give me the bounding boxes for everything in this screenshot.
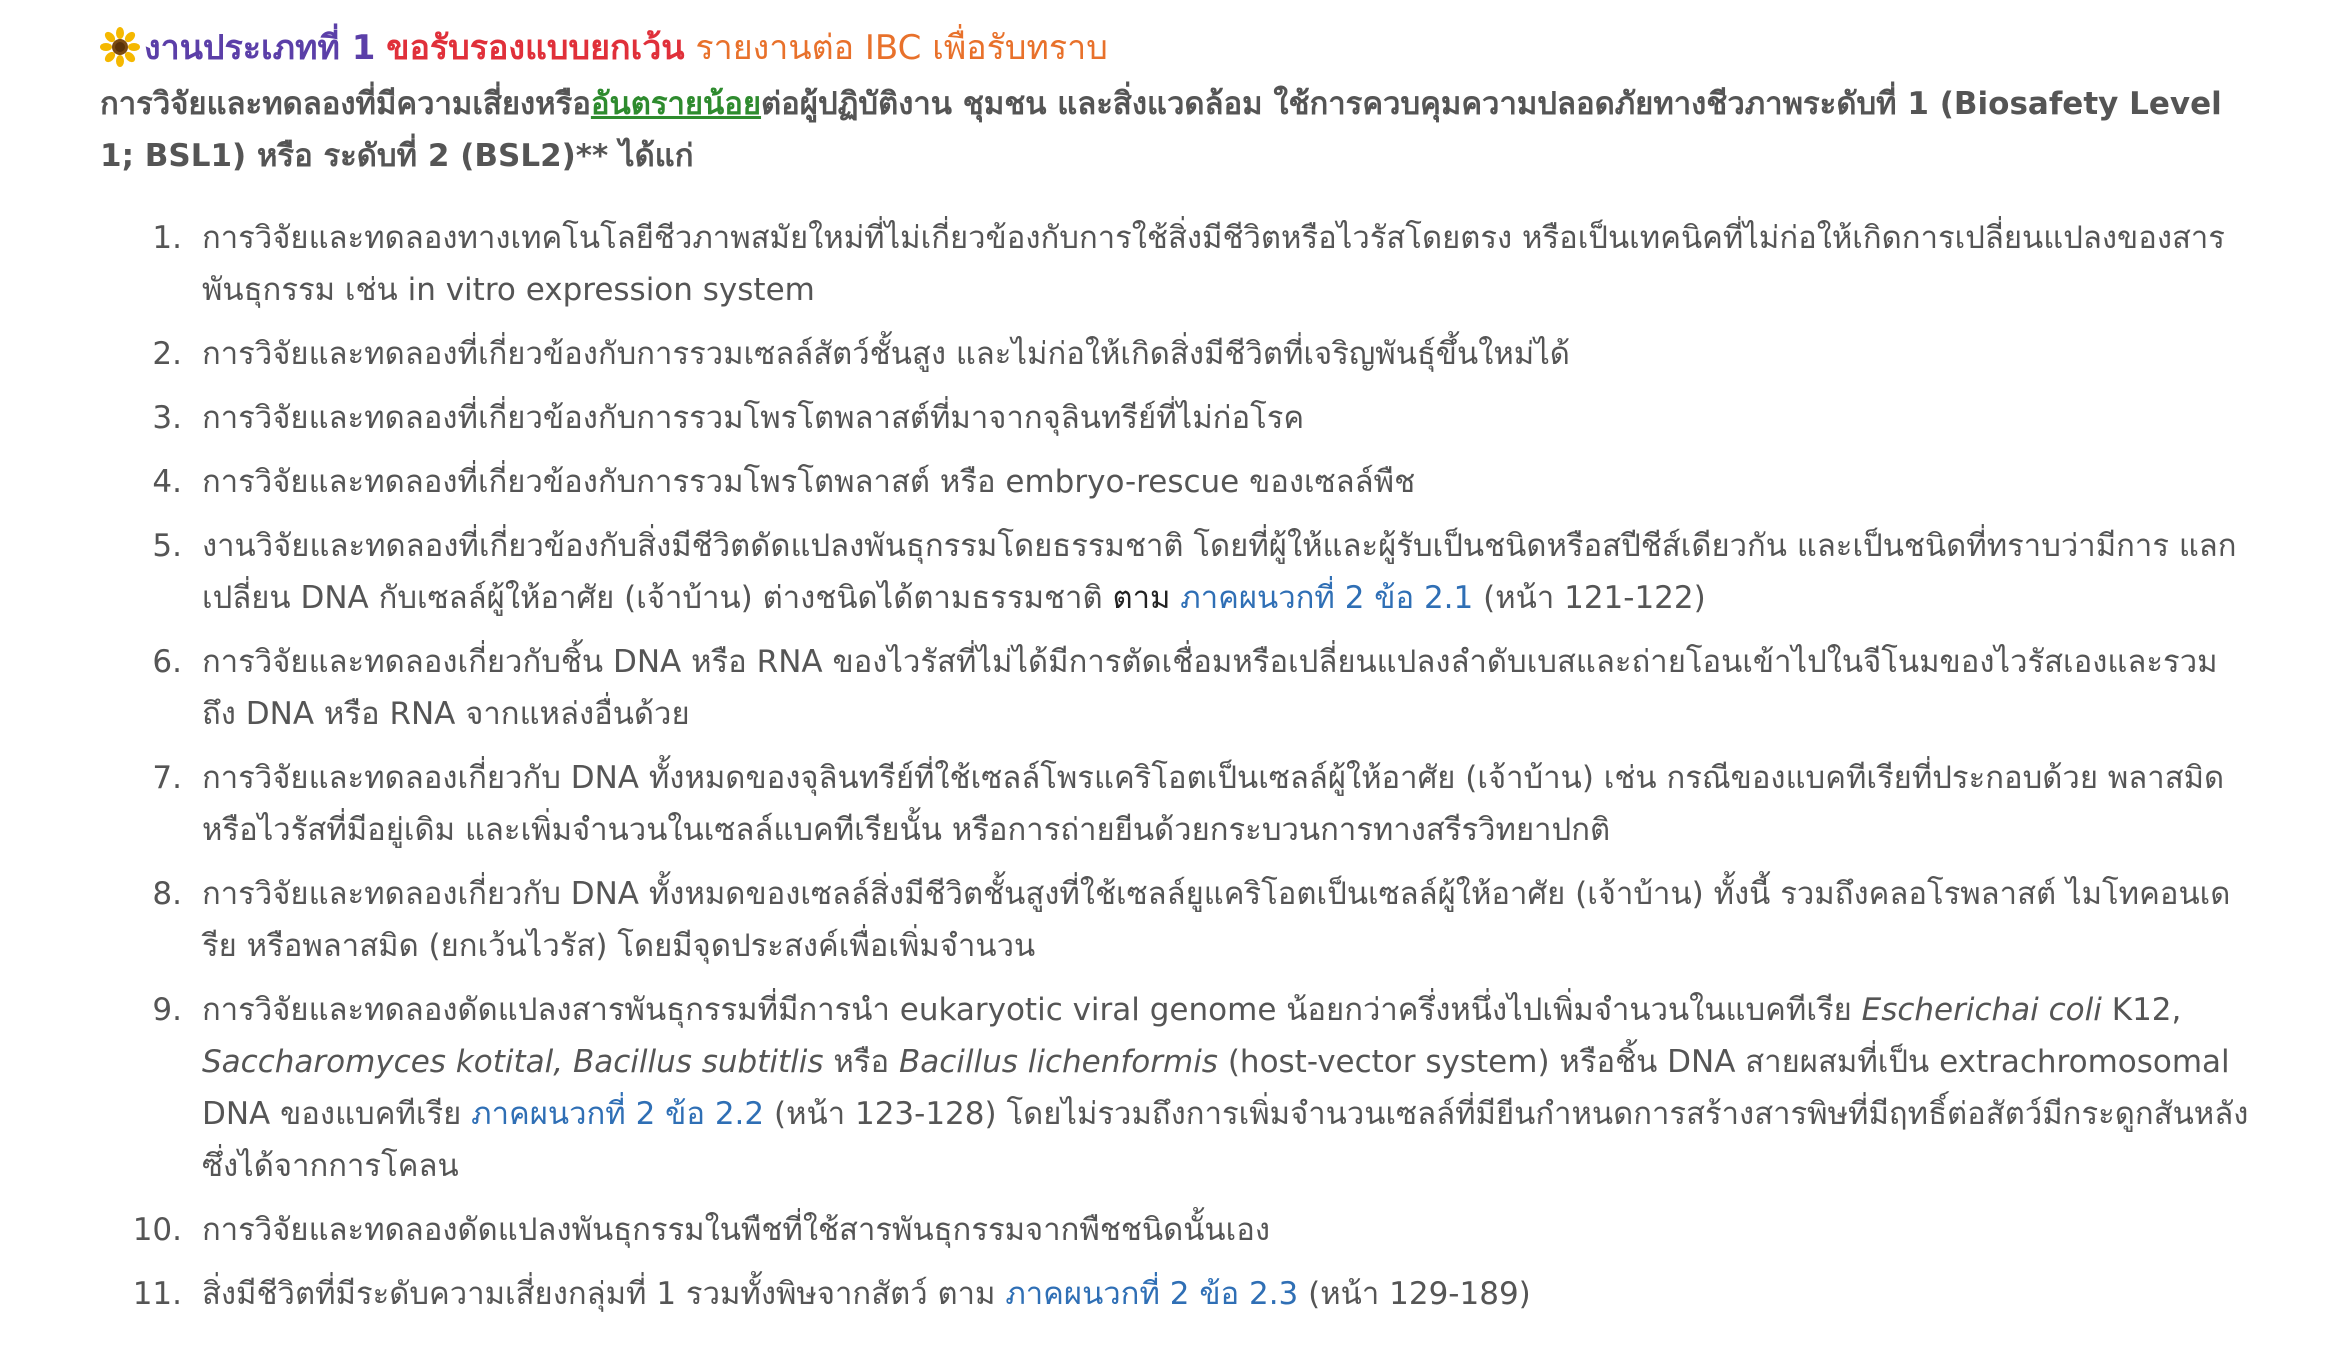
item-text-part: หรือ <box>833 1044 890 1080</box>
item-text-part: (หน้า 123-128) โดยไม่รวมถึงการเพิ่มจำนวนเซลล์ที่มียีนกำหนดการสร้างสารพิษที่มีฤทธิ์ต่อสัตว์มีกระดูกสันหลังซึ่งได้จากการโคลน <box>202 1096 2249 1184</box>
item-number: 11. <box>132 1276 182 1312</box>
item-text: การวิจัยและทดลองเกี่ยวกับชิ้น DNA หรือ RNA ของไวรัสที่ไม่ได้มีการตัดเชื่อมหรือเปลี่ยนแปลงลำดับเบสและถ่ายโอนเข้าไปในจีโนมของไวรัสเองและรวมถึง DNA หรือ RNA จากแหล่งอื่นด้วย <box>202 644 2218 732</box>
heading-exemption: ขอรับรองแบบยกเว้น <box>386 28 685 68</box>
item-number: 10. <box>132 1212 182 1248</box>
intro-after: ต่อผู้ปฏิบัติงาน ชุมชน และสิ่งแวดล้อม ใช้การควบคุมความปลอดภัยทางชีวภาพระดับที่ 1 (Biosafety Level 1; BSL1) หรือ ระดับที่ 2 (BSL2)** ได้แก่ <box>100 86 2222 174</box>
item-number: 9. <box>152 992 182 1028</box>
item-text: การวิจัยและทดลองที่เกี่ยวข้องกับการรวมโพรโตพลาสต์ที่มาจากจุลินทรีย์ที่ไม่ก่อโรค <box>202 400 1305 436</box>
appendix-link-2-2[interactable]: ภาคผนวกที่ 2 ข้อ 2.2 <box>471 1096 765 1132</box>
item-text: การวิจัยและทดลองที่เกี่ยวข้องกับการรวมโพรโตพลาสต์ หรือ embryo-rescue ของเซลล์พืช <box>202 464 1416 500</box>
item-number: 4. <box>152 464 182 500</box>
intro-before: การวิจัยและทดลองที่มีความเสี่ยงหรือ <box>100 86 591 122</box>
intro-highlight: อันตรายน้อย <box>590 86 762 122</box>
item-text: งานวิจัยและทดลองที่เกี่ยวข้องกับสิ่งมีชีวิตดัดแปลงพันธุกรรมโดยธรรมชาติ โดยที่ผู้ให้และผู้รับเป็นชนิดหรือสปีชีส์เดียวกัน และเป็นชนิดที่ทราบว่ามีการ แลกเปลี่ยน DNA กับเซลล์ผู้ให้อาศัย (เจ้าบ้าน) ต่างชนิดได้ตามธรรมชาติ <box>202 528 2237 616</box>
list-item <box>100 392 2250 444</box>
list-item <box>100 636 2250 740</box>
item-text: การวิจัยและทดลองดัดแปลงพันธุกรรมในพืชที่ใช้สารพันธุกรรมจากพืชชนิดนั้นเอง <box>202 1212 1270 1248</box>
item-number: 6. <box>152 644 182 680</box>
item-text: การวิจัยและทดลองที่เกี่ยวข้องกับการรวมเซลล์สัตว์ชั้นสูง และไม่ก่อให้เกิดสิ่งมีชีวิตที่เจริญพันธุ์ขึ้นใหม่ได้ <box>202 336 1570 372</box>
item-number: 7. <box>152 760 182 796</box>
list-item <box>100 1268 2250 1320</box>
heading-report: รายงานต่อ IBC เพื่อรับทราบ <box>695 28 1108 68</box>
item-number: 1. <box>152 220 182 256</box>
item-number: 5. <box>152 528 182 564</box>
list-item <box>100 328 2250 380</box>
item-species: Bacillus lichenformis <box>898 1044 1218 1080</box>
item-text: การวิจัยและทดลองทางเทคโนโลยีชีวภาพสมัยใหม่ที่ไม่เกี่ยวข้องกับการใช้สิ่งมีชีวิตหรือไวรัสโดยตรง หรือเป็นเทคนิคที่ไม่ก่อให้เกิดการเปลี่ยนแปลงของสารพันธุกรรม เช่น in vitro expression system <box>202 220 2225 308</box>
list-item <box>100 212 2250 316</box>
list-item <box>100 752 2250 856</box>
appendix-link-2-3[interactable]: ภาคผนวกที่ 2 ข้อ 2.3 <box>1005 1276 1299 1312</box>
item-list <box>100 212 2250 1320</box>
list-item <box>100 984 2250 1192</box>
item-species: Escherichai coli <box>1861 992 2102 1028</box>
content <box>100 18 2250 1332</box>
section-heading <box>100 18 2250 78</box>
appendix-link-2-1[interactable]: ภาคผนวกที่ 2 ข้อ 2.1 <box>1180 580 1474 616</box>
item-text: การวิจัยและทดลองเกี่ยวกับ DNA ทั้งหมดของจุลินทรีย์ที่ใช้เซลล์โพรแคริโอตเป็นเซลล์ผู้ให้อาศัย (เจ้าบ้าน) เช่น กรณีของแบคทีเรียที่ประกอบด้วย พลาสมิดหรือไวรัสที่มีอยู่เดิม และเพิ่มจำนวนในเซลล์แบคทีเรียนั้น หรือการถ่ายยีนด้วยกระบวนการทางสรีรวิทยาปกติ <box>202 760 2225 848</box>
item-number: 2. <box>152 336 182 372</box>
item-text: การวิจัยและทดลองเกี่ยวกับ DNA ทั้งหมดของเซลล์สิ่งมีชีวิตชั้นสูงที่ใช้เซลล์ยูแคริโอตเป็นเซลล์ผู้ให้อาศัย (เจ้าบ้าน) ทั้งนี้ รวมถึงคลอโรพลาสต์ ไมโทคอนเดรีย หรือพลาสมิด (ยกเว้นไวรัส) โดยมีจุดประสงค์เพื่อเพิ่มจำนวน <box>202 876 2231 964</box>
item-number: 8. <box>152 876 182 912</box>
item-text-part: การวิจัยและทดลองดัดแปลงสารพันธุกรรมที่มีการนำ eukaryotic viral genome น้อยกว่าครึ่งหนึ่งไปเพิ่มจำนวนในแบคทีเรีย <box>202 992 1852 1028</box>
intro-paragraph <box>100 78 2250 182</box>
item-follow: ตาม <box>1112 580 1171 616</box>
item-species: Saccharomyces kotital, Bacillus subtitlis <box>202 1044 824 1080</box>
item-suffix: (หน้า 121-122) <box>1483 580 1706 616</box>
list-item <box>100 456 2250 508</box>
list-item <box>100 868 2250 972</box>
list-item <box>100 1204 2250 1256</box>
item-text-part: K12, <box>2111 992 2182 1028</box>
item-text-part: (host-vector system) หรือชิ้น DNA สายผสมที่เป็น extrachromosomal DNA ของแบคทีเรีย <box>202 1044 2230 1132</box>
list-item <box>100 520 2250 624</box>
item-text: สิ่งมีชีวิตที่มีระดับความเสี่ยงกลุ่มที่ 1 รวมทั้งพิษจากสัตว์ ตาม <box>202 1276 996 1312</box>
sunflower-icon <box>100 26 140 66</box>
heading-type: งานประเภทที่ 1 <box>144 28 376 68</box>
item-suffix: (หน้า 129-189) <box>1308 1276 1531 1312</box>
item-number: 3. <box>152 400 182 436</box>
